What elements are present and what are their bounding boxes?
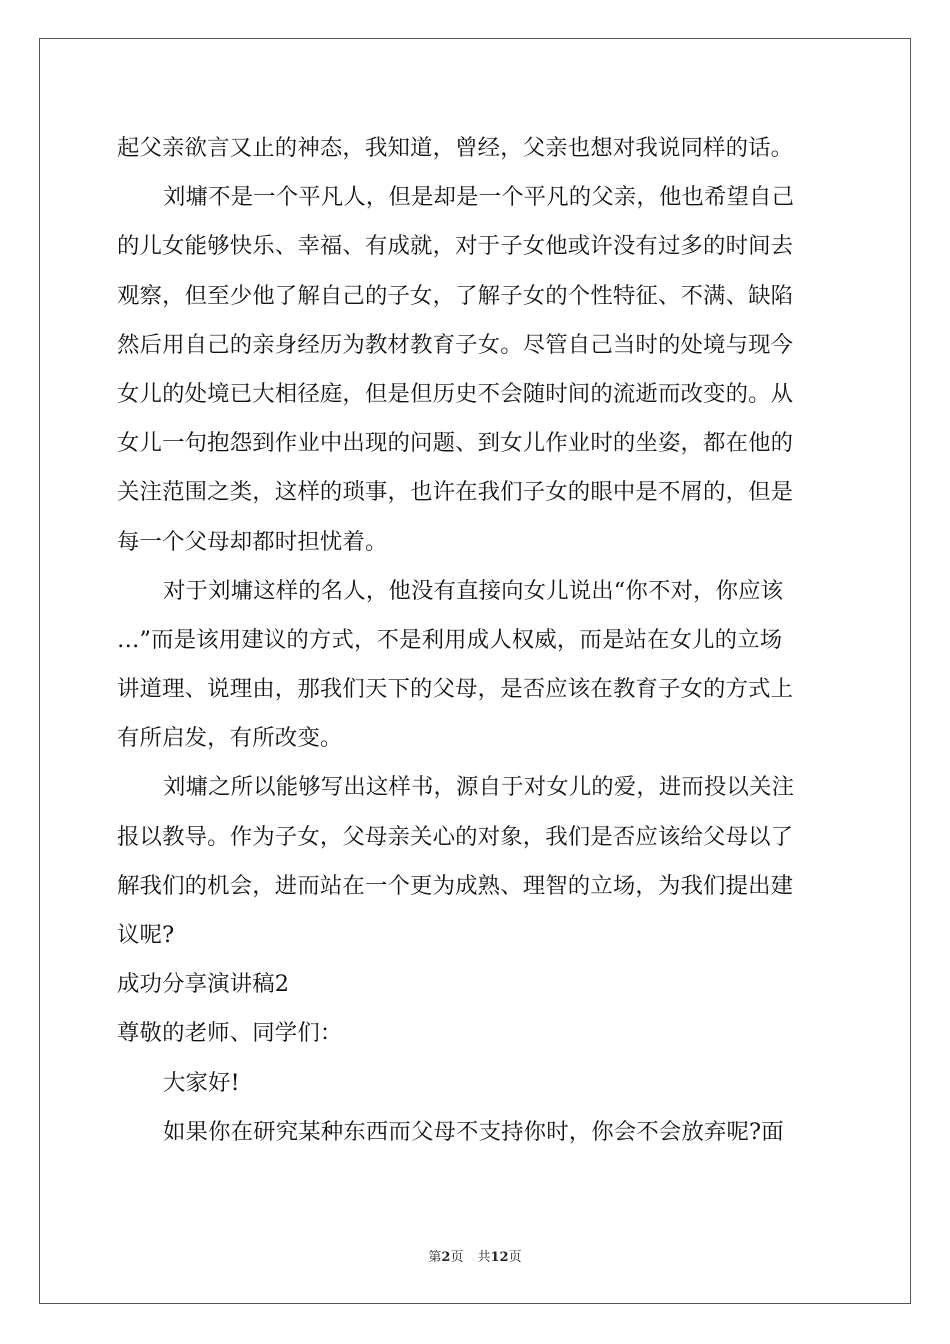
text-line: 关注范围之类，这样的琐事，也许在我们子女的眼中是不屑的，但是 [117,479,794,506]
text-line: 然后用自己的亲身经历为教材教育子女。尽管自己当时的处境与现今 [117,331,794,358]
greeting: 大家好! [163,1069,240,1096]
paragraph-start: 如果你在研究某种东西而父母不支持你时，你会不会放弃呢?面 [163,1118,784,1145]
paragraph-start: 刘墉不是一个平凡人，但是却是一个平凡的父亲，他也希望自己 [163,184,795,211]
document-body [117,124,835,1157]
page-label-prefix: 第 [428,1250,442,1265]
text-line: 起父亲欲言又止的神态，我知道，曾经，父亲也想对我说同样的话。 [117,135,794,161]
text-line: 有所启发，有所改变。 [117,725,343,752]
text-line: 的儿女能够快乐、幸福、有成就，对于子女他或许没有过多的时间去 [117,233,794,260]
paragraph-start: 对于刘墉这样的名人，他没有直接向女儿说出“你不对，你应该 [163,577,784,604]
page-number: 2 [441,1250,451,1265]
text-line: 议呢? [117,922,175,948]
text-line: 观察，但至少他了解自己的子女，了解子女的个性特征、不满、缺陷 [117,282,794,309]
total-label-prefix: 共 [477,1250,491,1265]
text-line: …”而是该用建议的方式，不是利用成人权威，而是站在女儿的立场 [117,626,783,653]
paragraph-start: 刘墉之所以能够写出这样书，源自于对女儿的爱，进而投以关注 [163,774,795,801]
section-title: 成功分享演讲稿2 [117,971,290,998]
text-line: 解我们的机会，进而站在一个更为成熟、理智的立场，为我们提出建 [117,872,794,899]
text-line: 报以教导。作为子女，父母亲关心的对象，我们是否应该给父母以了 [117,823,794,850]
salutation: 尊敬的老师、同学们： [117,1020,343,1047]
text-line: 讲道理、说理由，那我们天下的父母，是否应该在教育子女的方式上 [117,676,794,703]
page-footer [0,1246,950,1265]
text-line: 每一个父母却都时担忧着。 [117,528,388,555]
total-label-suffix: 页 [508,1250,522,1265]
text-line: 女儿的处境已大相径庭，但是但历史不会随时间的流逝而改变的。从 [117,380,794,407]
text-line: 女儿一句抱怨到作业中出现的问题、到女儿作业时的坐姿，都在他的 [117,430,794,457]
total-pages: 12 [490,1250,509,1265]
page-label-suffix: 页 [450,1250,464,1265]
